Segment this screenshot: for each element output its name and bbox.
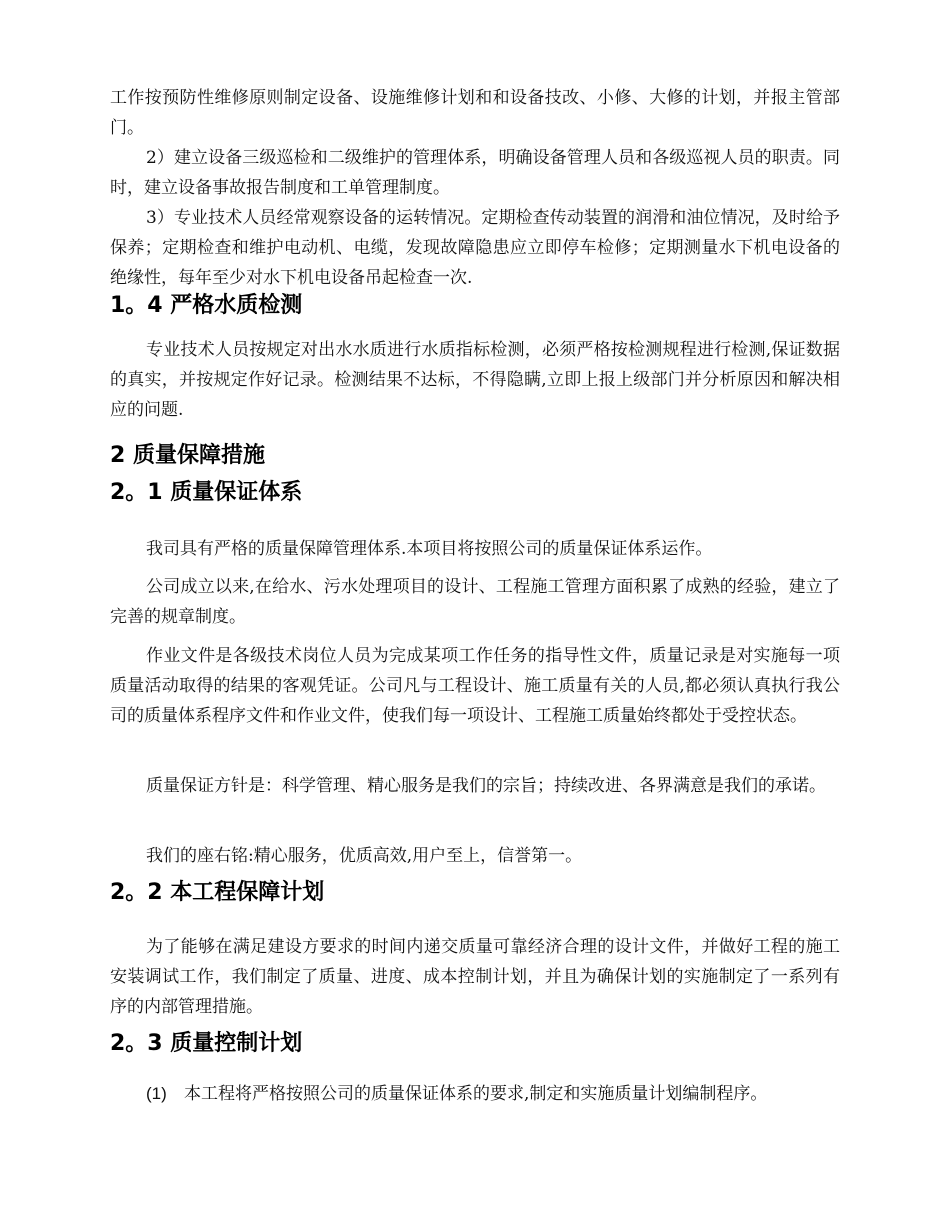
paragraph-item-3: 3）专业技术人员经常观察设备的运转情况。定期检查传动装置的润滑和油位情况，及时给予保养；定期检查和维护电动机、电缆，发现故障隐患应立即停车检修；定期测量水下机电设备的绝缘性，每年至少对水下机电设备吊起检查一次.: [110, 208, 840, 288]
paragraph-motto: 我们的座右铭:精心服务，优质高效,用户至上，信誉第一。: [146, 846, 583, 866]
paragraph-quality-system: 我司具有严格的质量保障管理体系.本项目将按照公司的质量保证体系运作。: [146, 539, 713, 559]
paragraph-item-2: 2）建立设备三级巡检和二级维护的管理体系，明确设备管理人员和各级巡视人员的职责。同时，建立设备事故报告制度和工单管理制度。: [110, 148, 840, 198]
heading-1-4: 1。4 严格水质检测: [110, 293, 303, 318]
list-item-text: 本工程将严格按照公司的质量保证体系的要求,制定和实施质量计划编制程序。: [184, 1084, 768, 1104]
paragraph-water-quality: 专业技术人员按规定对出水水质进行水质指标检测，必须严格按检测规程进行检测,保证数据的真实，并按规定作好记录。检测结果不达标，不得隐瞒,立即上报上级部门并分析原因和解决相应的问题.: [110, 340, 840, 420]
list-item: [146, 1079, 846, 1109]
paragraph-work-documents: 作业文件是各级技术岗位人员为完成某项工作任务的指导性文件，质量记录是对实施每一项质量活动取得的结果的客观凭证。公司凡与工程设计、施工质量有关的人员,都必须认真执行我公司的质量体系程序文件和作业文件，使我们每一项设计、工程施工质量始终都处于受控状态。: [110, 646, 840, 726]
paragraph-company-experience: 公司成立以来,在给水、污水处理项目的设计、工程施工管理方面积累了成熟的经验，建立了完善的规章制度。: [110, 577, 840, 627]
paragraph-continuation: 工作按预防性维修原则制定设备、设施维修计划和和设备技改、小修、大修的计划，并报主管部门。: [110, 88, 840, 138]
paragraph-quality-policy: 质量保证方针是：科学管理、精心服务是我们的宗旨；持续改进、各界满意是我们的承诺。: [146, 776, 826, 796]
heading-2-1: 2。1 质量保证体系: [110, 480, 303, 505]
paragraph-project-plan: 为了能够在满足建设方要求的时间内递交质量可靠经济合理的设计文件，并做好工程的施工安装调试工作，我们制定了质量、进度、成本控制计划，并且为确保计划的实施制定了一系列有序的内部管理措施。: [110, 937, 840, 1017]
heading-2-2: 2。2 本工程保障计划: [110, 880, 325, 905]
list-item-number: (1): [146, 1084, 167, 1103]
heading-2: 2 质量保障措施: [110, 443, 265, 468]
heading-2-3: 2。3 质量控制计划: [110, 1031, 303, 1056]
